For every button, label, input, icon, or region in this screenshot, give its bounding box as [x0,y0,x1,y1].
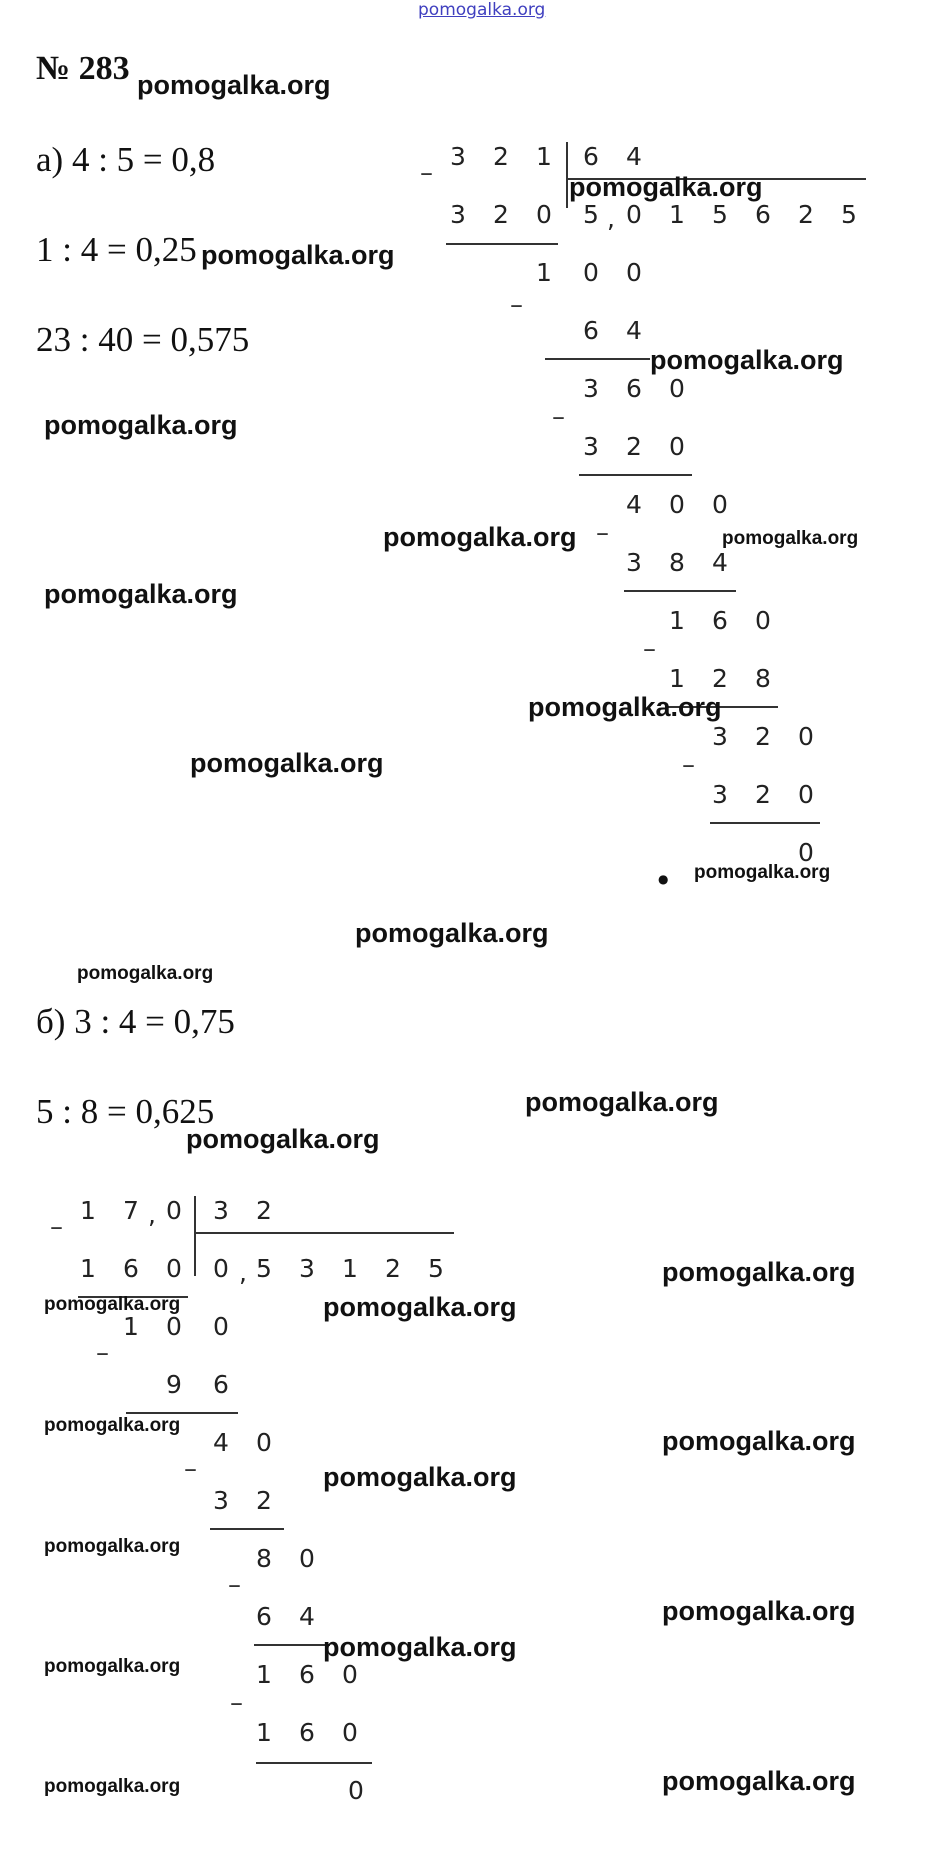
watermark: pomogalka.org [525,1087,719,1117]
digit: 0 [626,200,642,229]
division-bracket-horizontal [194,1232,454,1234]
watermark: pomogalka.org [662,1766,856,1796]
equation-b1: б) 3 : 4 = 0,75 [36,1002,235,1041]
digit: 2 [385,1254,401,1283]
digit: 4 [712,548,728,577]
watermark: pomogalka.org [44,1776,181,1797]
digit: 0 [213,1254,229,1283]
digit: 3 [626,548,642,577]
digit: 8 [755,664,771,693]
equation-a1: а) 4 : 5 = 0,8 [36,140,216,179]
watermark: pomogalka.org [722,528,859,549]
problem-title: № 283 [36,50,130,87]
watermark: pomogalka.org [355,918,549,948]
digit: 1 [256,1660,272,1689]
minus-sign: – [643,634,656,664]
digit: 1 [342,1254,358,1283]
watermark: pomogalka.org [323,1632,517,1662]
digit: 0 [342,1718,358,1747]
equation-a2: 1 : 4 = 0,25 [36,230,197,269]
minus-sign: – [420,158,433,188]
digit: 2 [493,142,509,171]
digit: 1 [536,142,552,171]
underline [624,590,736,592]
bullet: ● [658,872,669,886]
digit: , [607,204,615,233]
watermark: pomogalka.org [650,345,844,375]
watermark: pomogalka.org [186,1124,380,1154]
watermark: pomogalka.org [44,1536,181,1557]
equation-a3: 23 : 40 = 0,575 [36,320,250,359]
digit: 3 [583,432,599,461]
underline [579,474,692,476]
digit: 7 [123,1196,139,1225]
digit: 0 [256,1428,272,1457]
digit: , [148,1200,156,1229]
digit: 2 [256,1486,272,1515]
equation-b2: 5 : 8 = 0,625 [36,1092,215,1131]
digit: 6 [299,1718,315,1747]
digit: 0 [213,1312,229,1341]
digit: 0 [798,780,814,809]
digit: 4 [626,142,642,171]
digit: 6 [213,1370,229,1399]
minus-sign: – [50,1212,63,1242]
digit: 2 [493,200,509,229]
digit: 6 [583,142,599,171]
digit: 0 [712,490,728,519]
minus-sign: – [596,518,609,548]
watermark: pomogalka.org [77,963,214,984]
watermark: pomogalka.org [662,1596,856,1626]
digit: 8 [669,548,685,577]
digit: 6 [712,606,728,635]
digit: 6 [299,1660,315,1689]
watermark: pomogalka.org [44,1656,181,1677]
digit: 4 [626,490,642,519]
minus-sign: – [230,1688,243,1718]
digit: 3 [450,200,466,229]
watermark: pomogalka.org [323,1292,517,1322]
minus-sign: – [96,1338,109,1368]
digit: 4 [299,1602,315,1631]
minus-sign: – [552,402,565,432]
division-bracket-vertical [566,142,568,208]
digit: 1 [669,606,685,635]
digit: 1 [80,1196,96,1225]
digit: 8 [256,1544,272,1573]
digit: 6 [256,1602,272,1631]
watermark: pomogalka.org [201,240,395,270]
digit: 5 [428,1254,444,1283]
digit: 0 [583,258,599,287]
digit: 2 [712,664,728,693]
underline [710,822,820,824]
watermark: pomogalka.org [44,579,238,609]
digit: 0 [348,1776,364,1805]
digit: 1 [669,200,685,229]
digit: 2 [755,780,771,809]
watermark: pomogalka.org [323,1462,517,1492]
underline [256,1762,372,1764]
digit: 4 [626,316,642,345]
underline [446,243,558,245]
division-bracket-vertical [194,1196,196,1276]
digit: 3 [712,780,728,809]
minus-sign: – [510,290,523,320]
watermark: pomogalka.org [44,1294,181,1315]
digit: 0 [798,838,814,867]
digit: , [239,1258,247,1287]
underline [210,1528,284,1530]
watermark: pomogalka.org [137,70,331,100]
digit: 1 [80,1254,96,1283]
digit: 5 [841,200,857,229]
watermark: pomogalka.org [662,1257,856,1287]
digit: 3 [583,374,599,403]
digit: 9 [166,1370,182,1399]
digit: 3 [299,1254,315,1283]
minus-sign: – [184,1454,197,1484]
digit: 0 [166,1312,182,1341]
digit: 6 [755,200,771,229]
digit: 2 [256,1196,272,1225]
watermark: pomogalka.org [44,1415,181,1436]
watermark: pomogalka.org [662,1426,856,1456]
underline [126,1412,238,1414]
digit: 1 [123,1312,139,1341]
digit: 5 [583,200,599,229]
digit: 0 [755,606,771,635]
digit: 2 [626,432,642,461]
digit: 6 [583,316,599,345]
digit: 6 [123,1254,139,1283]
digit: 0 [626,258,642,287]
digit: 0 [669,432,685,461]
digit: 0 [299,1544,315,1573]
digit: 3 [213,1486,229,1515]
digit: 3 [450,142,466,171]
underline [545,358,650,360]
digit: 0 [342,1660,358,1689]
site-link[interactable]: pomogalka.org [418,0,546,20]
underline [254,1644,330,1646]
digit: 3 [712,722,728,751]
digit: 4 [213,1428,229,1457]
digit: 1 [256,1718,272,1747]
minus-sign: – [682,750,695,780]
digit: 0 [669,374,685,403]
digit: 0 [669,490,685,519]
digit: 1 [669,664,685,693]
digit: 5 [712,200,728,229]
digit: 5 [256,1254,272,1283]
digit: 6 [626,374,642,403]
watermark: pomogalka.org [569,172,763,202]
watermark: pomogalka.org [383,522,577,552]
digit: 2 [755,722,771,751]
watermark: pomogalka.org [528,692,722,722]
digit: 0 [166,1196,182,1225]
digit: 0 [536,200,552,229]
digit: 0 [798,722,814,751]
minus-sign: – [228,1570,241,1600]
digit: 0 [166,1254,182,1283]
watermark: pomogalka.org [694,862,831,883]
digit: 3 [213,1196,229,1225]
watermark: pomogalka.org [44,410,238,440]
digit: 1 [536,258,552,287]
watermark: pomogalka.org [190,748,384,778]
digit: 2 [798,200,814,229]
